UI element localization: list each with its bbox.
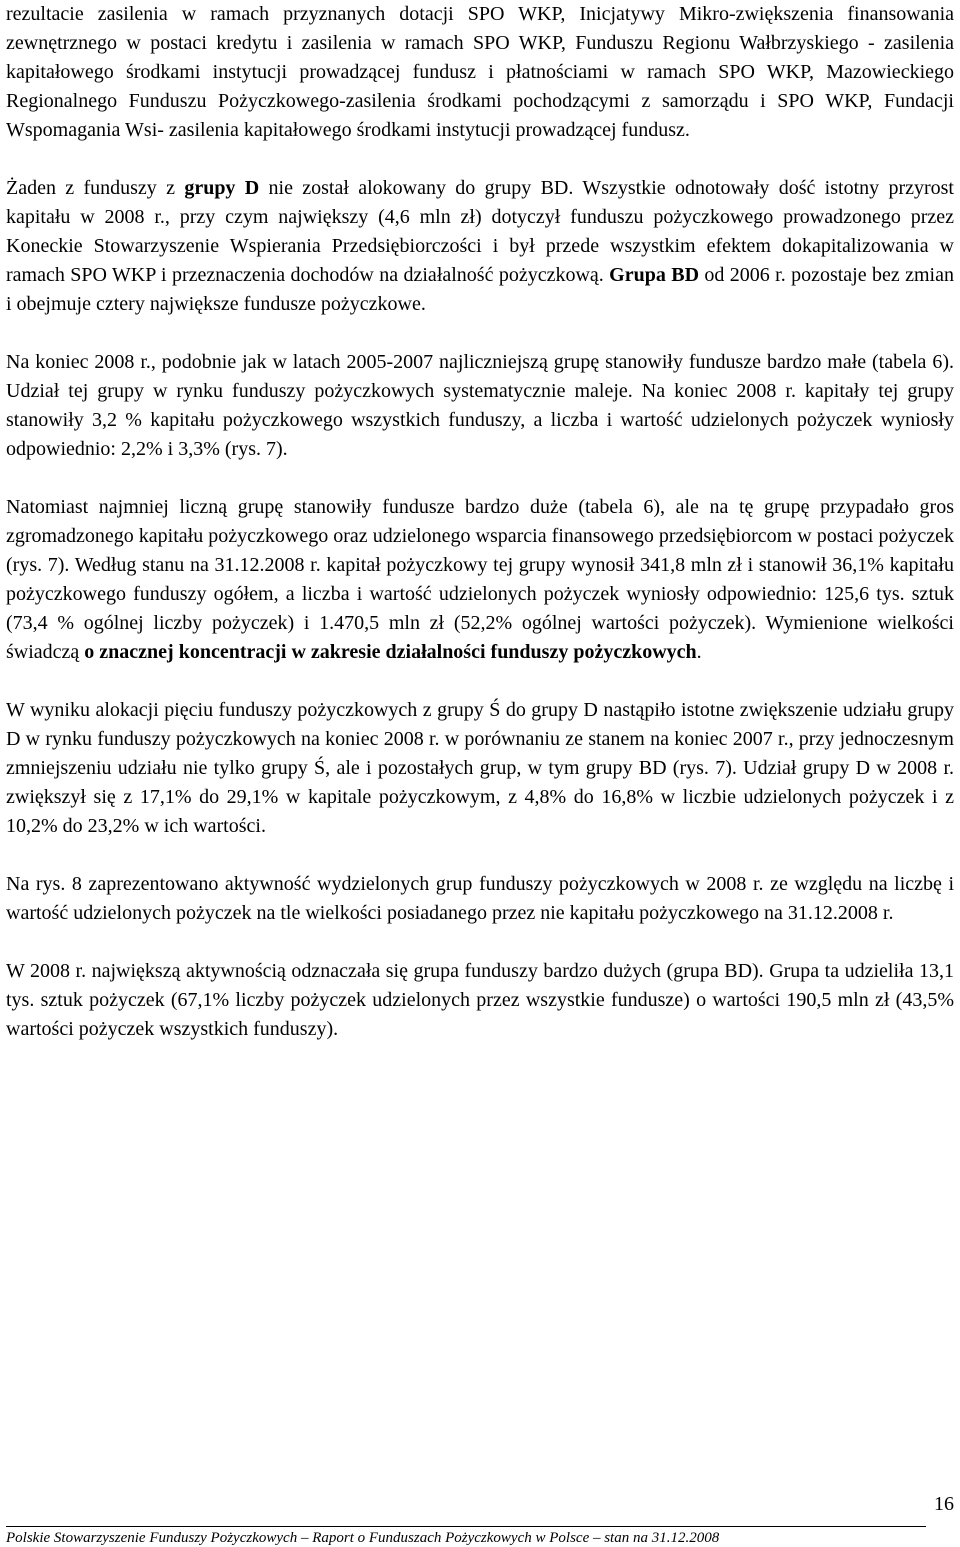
footer-divider bbox=[6, 1526, 926, 1527]
paragraph-2 bbox=[6, 174, 954, 319]
bold-text-concentration: o znacznej koncentracji w zakresie działalności funduszy pożyczkowych bbox=[84, 641, 697, 663]
text-run: Żaden z funduszy z bbox=[6, 177, 185, 199]
footer-text: Polskie Stowarzyszenie Funduszy Pożyczkowych – Raport o Funduszach Pożyczkowych w Polsce – stan na 31.12.2008 bbox=[6, 1530, 720, 1546]
text-run: . bbox=[696, 641, 702, 663]
paragraph-6 bbox=[6, 870, 954, 928]
paragraph-7 bbox=[6, 957, 954, 1044]
paragraph-4 bbox=[6, 493, 954, 667]
text-run: W wyniku alokacji pięciu funduszy pożyczkowych z grupy Ś do grupy D nastąpiło istotne zwiększenie udziału grupy D w rynku funduszy pożyczkowych na koniec 2008 r. w porównaniu ze stanem na koniec 2007 r., przy jednoczesnym zmniejszeniu udziału nie tylko grupy Ś, ale i pozostałych grup, w tym grupy BD (rys. 7). Udział grupy D w 2008 r. zwiększył się z 17,1% do 29,1% w kapitale pożyczkowym, z 4,8% do 16,8% w liczbie udzielonych pożyczek i z 10,2% do 23,2% w ich wartości. bbox=[6, 699, 954, 837]
page-footer bbox=[6, 1492, 954, 1546]
text-run: nie został alokowany do grupy BD. Wszystkie odnotowały dość istotny przyrost kapitału w 2008 r., przy czym największy (4,6 mln zł) dotyczył funduszu pożyczkowego prowadzonego przez Koneckie Stowarzyszenie Wspierania Przedsiębiorczości i był przede wszystkim efektem dokapitalizowania w ramach SPO WKP i przeznaczenia dochodów na działalność pożyczkową. bbox=[6, 177, 954, 286]
text-run: rezultacie zasilenia w ramach przyznanych dotacji SPO WKP, Inicjatywy Mikro-zwiększenia finansowania zewnętrznego w postaci kredytu i zasilenia w ramach SPO WKP, Funduszu Regionu Wałbrzyskiego - zasilenia kapitałowego środkami instytucji prowadzącej fundusz i płatnościami w ramach SPO WKP, Mazowieckiego Regionalnego Funduszu Pożyczkowego-zasilenia środkami pochodzącymi z samorządu i SPO WKP, Fundacji Wspomagania Wsi- zasilenia kapitałowego środkami instytucji prowadzącej fundusz. bbox=[6, 3, 954, 141]
paragraph-1 bbox=[6, 0, 954, 145]
text-run: Natomiast najmniej liczną grupę stanowiły fundusze bardzo duże (tabela 6), ale na tę grupę przypadało gros zgromadzonego kapitału pożyczkowego oraz udzielonego wsparcia finansowego przedsiębiorcom w postaci pożyczek (rys. 7). Według stanu na 31.12.2008 r. kapitał pożyczkowy tej grupy wynosił 341,8 mln zł i stanowił 36,1% kapitału pożyczkowego funduszy ogółem, a liczba i wartość udzielonych pożyczek wyniosły odpowiednio: 125,6 tys. sztuk (73,4 % ogólnej liczby pożyczek) i 1.470,5 mln zł (52,2% ogólnej wartości pożyczek). Wymienione wielkości świadczą bbox=[6, 496, 954, 663]
paragraph-5 bbox=[6, 696, 954, 841]
paragraph-3 bbox=[6, 348, 954, 464]
text-run: Na koniec 2008 r., podobnie jak w latach 2005-2007 najliczniejszą grupę stanowiły fundusze bardzo małe (tabela 6). Udział tej grupy w rynku funduszy pożyczkowych systematycznie maleje. Na koniec 2008 r. kapitały tej grupy stanowiły 3,2 % kapitału pożyczkowego wszystkich funduszy, a liczba i wartość udzielonych pożyczek wyniosły odpowiednio: 2,2% i 3,3% (rys. 7). bbox=[6, 351, 954, 460]
page-number: 16 bbox=[934, 1493, 954, 1515]
bold-text-group-d: grupy D bbox=[184, 177, 260, 199]
bold-text-group-bd: Grupa BD bbox=[609, 264, 700, 286]
text-run: Na rys. 8 zaprezentowano aktywność wydzielonych grup funduszy pożyczkowych w 2008 r. ze względu na liczbę i wartość udzielonych pożyczek na tle wielkości posiadanego przez nie kapitału pożyczkowego na 31.12.2008 r. bbox=[6, 873, 954, 924]
text-run: od 2006 r. pozostaje bez zmian i obejmuje cztery największe fundusze pożyczkowe. bbox=[6, 264, 954, 315]
text-run: W 2008 r. największą aktywnością odznaczała się grupa funduszy bardzo dużych (grupa BD). Grupa ta udzieliła 13,1 tys. sztuk pożyczek (67,1% liczby pożyczek udzielonych przez wszystkie fundusze) o wartości 190,5 mln zł (43,5% wartości pożyczek wszystkich funduszy). bbox=[6, 960, 954, 1040]
document-body bbox=[6, 0, 954, 1073]
